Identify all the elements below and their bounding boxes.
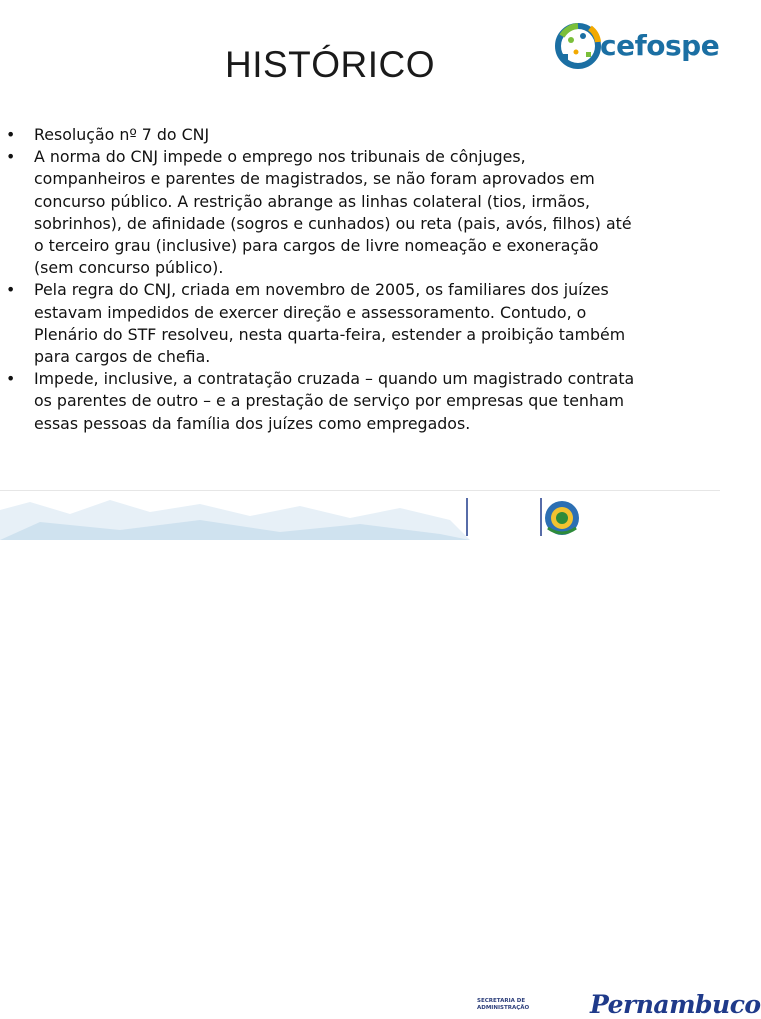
- bullet-text: Impede, inclusive, a contratação cruzada – quando um magistrado contrata os parentes de outro – e a prestação de serviço por empresas que tenham essas pessoas da família dos juízes como empregados.: [34, 369, 635, 433]
- pernambuco-brand: Pernambuco: [590, 990, 761, 1019]
- bullet-dot: •: [6, 125, 16, 144]
- bullet-item: [6, 124, 642, 146]
- bullet-dot: •: [6, 280, 16, 300]
- cefospe-logo-text: cefospe: [600, 29, 720, 62]
- bullet-text: Pela regra do CNJ, criada em novembro de 2005, os familiares dos juízes estavam impedidos de exercer direção e assessoramento. Contudo, o Plenário do STF resolveu, nesta quarta-feira, estender a proibição também para cargos de chefia.: [34, 280, 626, 367]
- slide-title: HISTÓRICO: [224, 44, 436, 85]
- secretaria-label: SECRETARIA DE ADMINISTRAÇÃO: [477, 998, 530, 1011]
- bullet-text: Resolução nº 7 do CNJ: [34, 125, 210, 144]
- bullet-item: [6, 368, 642, 435]
- bullet-dot: •: [6, 147, 16, 167]
- footer-banner: [0, 490, 761, 1019]
- bullet-dot: •: [6, 369, 16, 389]
- bullet-list: [6, 124, 642, 435]
- footer-graphic: [0, 490, 720, 540]
- bullet-item: [6, 279, 642, 368]
- cefospe-globe-icon: [558, 26, 598, 66]
- bullet-text: A norma do CNJ impede o emprego nos tribunais de cônjuges, companheiros e parentes de magistrados, se não foram aprovados em concurso público. A restrição abrange as linhas colateral (tios, irmãos, sobrinhos), de afinidade (sogros e cunhados) ou reta (pais, avós, filhos) até o terceiro grau (inclusive) para cargos de livre nomeação e exoneração (sem concurso público).: [34, 147, 632, 278]
- state-crest-icon: [545, 501, 579, 535]
- bullet-item: [6, 146, 642, 279]
